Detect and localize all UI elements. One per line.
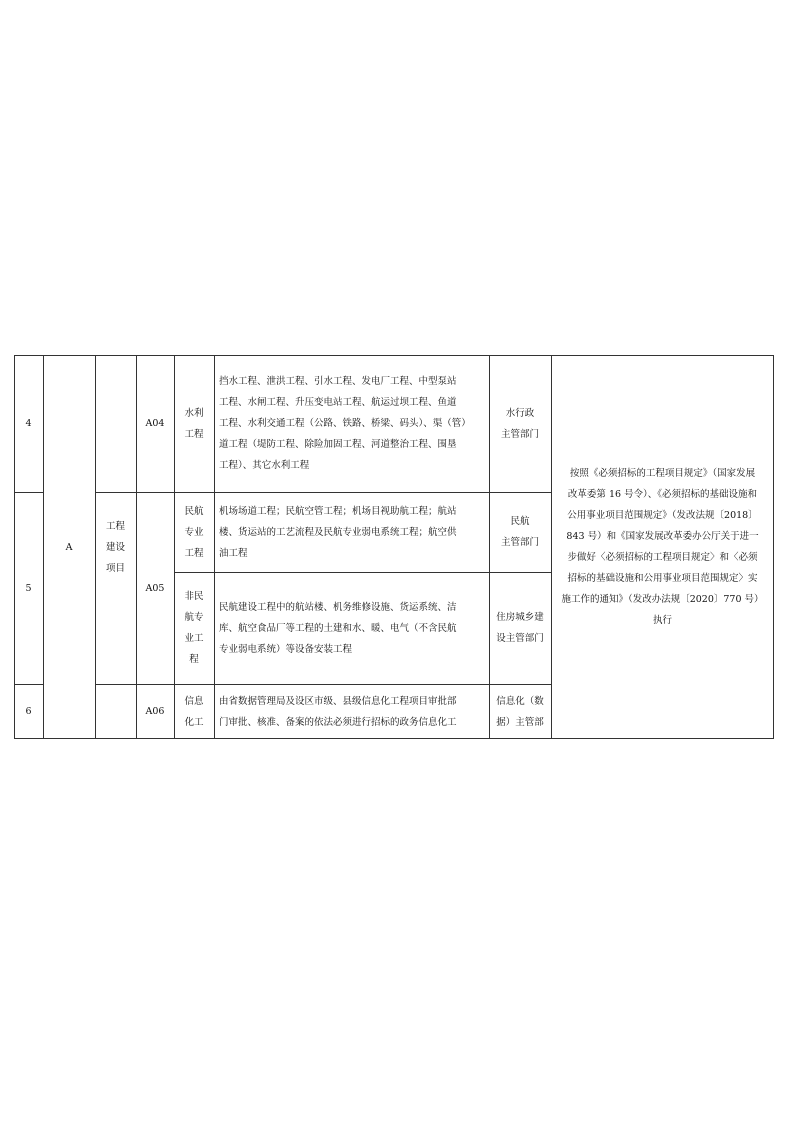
project-type: 民航 专业 工程 (184, 505, 204, 559)
table-border-right (773, 355, 774, 739)
project-code: A04 (145, 418, 165, 429)
category-letter: A (65, 541, 73, 553)
row-number: 4 (25, 418, 32, 429)
supervising-department: 住房城乡建 设主管部门 (496, 612, 544, 644)
col-divider (214, 355, 215, 739)
row-number: 6 (25, 706, 32, 717)
col-divider (551, 355, 552, 739)
project-content: 民航建设工程中的航站楼、机务维修设施、货运系统、洁 库、航空食品厂等工程的土建和水、暖、电气（不含民航 专业弱电系统）等设备安装工程 (219, 601, 457, 655)
project-type: 水利 工程 (184, 407, 204, 440)
row-number: 5 (25, 582, 32, 594)
project-type: 非民 航专 业工 程 (184, 591, 204, 665)
project-content: 机场场道工程；民航空管工程；机场目视助航工程；航站 楼、货运站的工艺流程及民航专业弱电系统工程；航空供 油工程 (219, 505, 457, 559)
category-name: 工程 建设 项目 (105, 520, 125, 574)
legal-basis: 按照《必须招标的工程项目规定》（国家发展 改革委第 16 号令）、《必须招标的基础设施和 公用事业项目范围规定》（发改法规〔2018〕 843 号）和《国家发展改革委办公厅关于进一 步做好〈必须招标的工程项目规定〉和〈必须 招标的基础设施和公用事业项目范围规定〉实 施工作的通知》（发改办法规〔2020〕770 号） 执行 (561, 468, 764, 626)
supervising-department: 水行政 主管部门 (500, 407, 539, 440)
project-content: 由省数据管理局及设区市级、县级信息化工程项目审批部 门审批、核准、备案的依法必须进行招标的政务信息化工 (219, 695, 457, 728)
regulation-table (14, 355, 774, 739)
supervising-department: 信息化（数 据）主管部 (496, 695, 544, 728)
project-type: 信息 化工 (184, 695, 204, 728)
project-code: A06 (145, 706, 165, 717)
project-content: 挡水工程、泄洪工程、引水工程、发电厂工程、中型泵站 工程、水闸工程、升压变电站工程、航运过坝工程、鱼道 工程、水利交通工程（公路、铁路、桥梁、码头）、渠（管） 道工程（堤防工程、除险加固工程、河道整治工程、围垦 工程）、其它水利工程 (219, 376, 471, 471)
supervising-department: 民航 主管部门 (500, 516, 539, 548)
project-code: A05 (145, 582, 165, 594)
